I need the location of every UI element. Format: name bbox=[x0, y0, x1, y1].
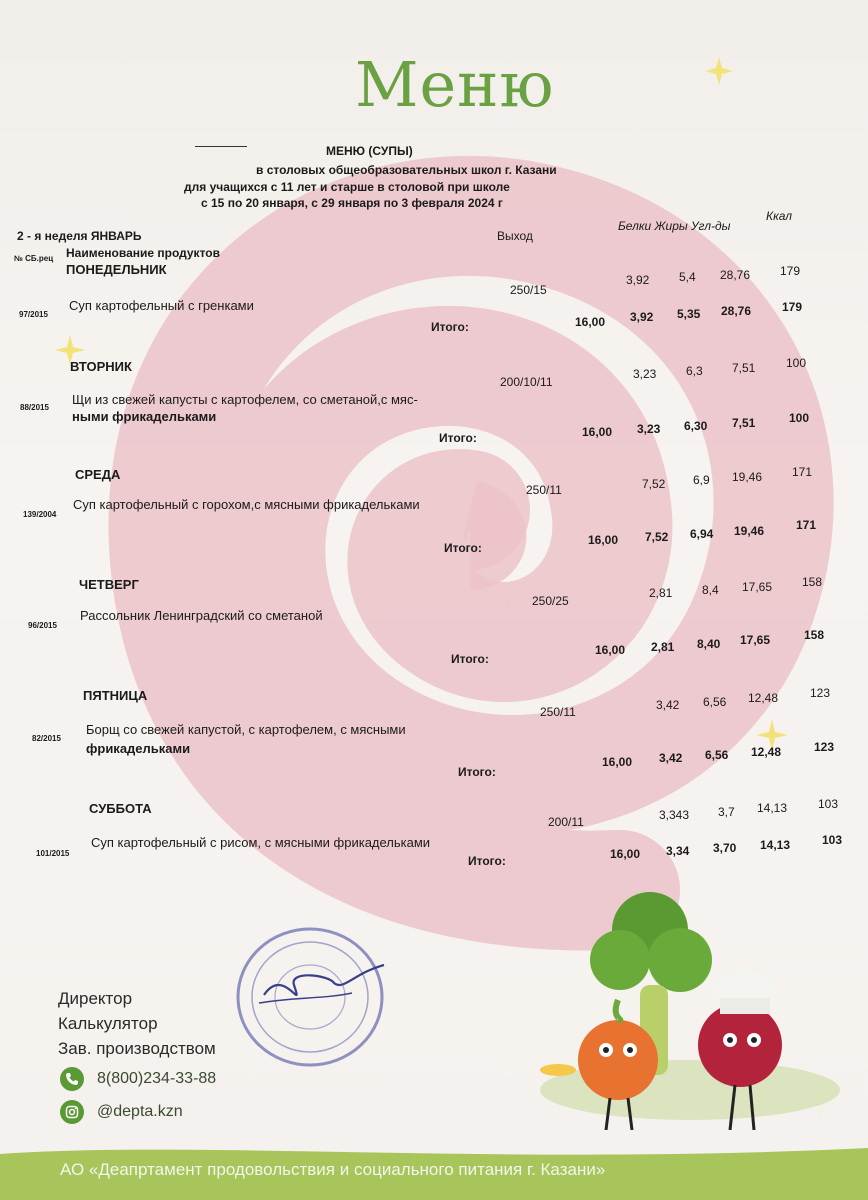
total-price: 16,00 bbox=[610, 847, 641, 861]
recipe-code: 139/2004 bbox=[23, 510, 57, 519]
output-value: 250/11 bbox=[540, 705, 576, 719]
total-protein: 3,34 bbox=[666, 844, 690, 858]
total-label: Итого: bbox=[444, 541, 482, 555]
production-head-label: Зав. производством bbox=[58, 1039, 216, 1058]
total-kcal: 158 bbox=[804, 628, 825, 642]
protein-value: 3,23 bbox=[633, 367, 657, 381]
fat-value: 5,4 bbox=[679, 270, 696, 284]
total-carb: 12,48 bbox=[751, 745, 782, 759]
total-label: Итого: bbox=[468, 854, 506, 868]
total-label: Итого: bbox=[439, 431, 477, 445]
total-label: Итого: bbox=[431, 320, 469, 334]
total-price: 16,00 bbox=[595, 643, 626, 657]
dish-name-continued: фрикадельками bbox=[86, 741, 191, 756]
carb-value: 12,48 bbox=[748, 691, 779, 705]
kcal-value: 158 bbox=[802, 575, 823, 589]
kcal-value: 103 bbox=[818, 797, 839, 811]
total-label: Итого: bbox=[458, 765, 496, 779]
company-name: АО «Деапртамент продовольствия и социального питания г. Казани» bbox=[60, 1160, 606, 1179]
dish-name: Суп картофельный с рисом, с мясными фрикадельками bbox=[91, 835, 431, 850]
day-heading: ПОНЕДЕЛЬНИК bbox=[66, 262, 167, 277]
total-fat: 8,40 bbox=[697, 637, 721, 651]
total-kcal: 103 bbox=[822, 833, 843, 847]
product-name-header: Наименование продуктов bbox=[66, 246, 220, 260]
divider bbox=[195, 146, 247, 147]
carb-value: 17,65 bbox=[742, 580, 773, 594]
star-icon bbox=[704, 56, 734, 86]
total-protein: 7,52 bbox=[645, 530, 669, 544]
menu-subheading-dates: с 15 по 20 января, с 29 января по 3 февраля 2024 г bbox=[201, 196, 503, 210]
total-fat: 5,35 bbox=[677, 307, 701, 321]
dish-name: Щи из свежей капусты с картофелем, со сметаной,с мяс- bbox=[72, 392, 418, 407]
dish-name-continued: ными фрикадельками bbox=[72, 409, 217, 424]
total-price: 16,00 bbox=[588, 533, 619, 547]
total-kcal: 171 bbox=[796, 518, 817, 532]
dish-name: Рассольник Ленинградский со сметаной bbox=[80, 608, 323, 623]
fat-value: 8,4 bbox=[702, 583, 719, 597]
director-label: Директор bbox=[58, 989, 133, 1008]
total-price: 16,00 bbox=[602, 755, 633, 769]
day-heading: ВТОРНИК bbox=[70, 359, 132, 374]
recipe-code: 82/2015 bbox=[32, 734, 61, 743]
total-fat: 6,94 bbox=[690, 527, 714, 541]
instagram-contact bbox=[60, 1100, 183, 1124]
output-value: 250/11 bbox=[526, 483, 562, 497]
protein-value: 7,52 bbox=[642, 477, 666, 491]
kcal-value: 179 bbox=[780, 264, 801, 278]
recipe-code: 97/2015 bbox=[19, 310, 48, 319]
dish-name: Суп картофельный с гренками bbox=[69, 298, 254, 313]
protein-value: 3,92 bbox=[626, 273, 650, 287]
carb-value: 7,51 bbox=[732, 361, 756, 375]
total-protein: 2,81 bbox=[651, 640, 675, 654]
phone-contact bbox=[60, 1067, 216, 1091]
official-stamp bbox=[234, 925, 394, 1075]
total-price: 16,00 bbox=[582, 425, 613, 439]
carb-value: 14,13 bbox=[757, 801, 788, 815]
protein-value: 2,81 bbox=[649, 586, 673, 600]
total-carb: 7,51 bbox=[732, 416, 756, 430]
recipe-code-header: № СБ.рец bbox=[14, 254, 54, 263]
protein-value: 3,42 bbox=[656, 698, 680, 712]
calculator-label: Калькулятор bbox=[58, 1014, 158, 1033]
total-kcal: 179 bbox=[782, 300, 803, 314]
recipe-code: 88/2015 bbox=[20, 403, 49, 412]
total-protein: 3,42 bbox=[659, 751, 683, 765]
output-value: 200/10/11 bbox=[500, 375, 553, 389]
menu-heading: МЕНЮ (СУПЫ) bbox=[326, 144, 413, 158]
dish-name: Борщ со свежей капустой, с картофелем, с мясными bbox=[86, 722, 406, 737]
nutrients-header: Белки Жиры Угл-ды bbox=[618, 219, 731, 233]
kcal-value: 123 bbox=[810, 686, 831, 700]
kcal-value: 171 bbox=[792, 465, 813, 479]
menu-subheading-schools: в столовых общеобразовательных школ г. Казани bbox=[256, 163, 557, 177]
output-value: 250/15 bbox=[510, 283, 547, 297]
output-header: Выход bbox=[497, 229, 533, 243]
total-fat: 3,70 bbox=[713, 841, 737, 855]
fat-value: 6,3 bbox=[686, 364, 703, 378]
vegetable-characters-illustration bbox=[540, 890, 840, 1130]
phone-number: 8(800)234-33-88 bbox=[97, 1070, 217, 1087]
total-price: 16,00 bbox=[575, 315, 606, 329]
day-heading: ПЯТНИЦА bbox=[83, 688, 148, 703]
total-carb: 28,76 bbox=[721, 304, 752, 318]
protein-value: 3,343 bbox=[659, 808, 690, 822]
total-fat: 6,56 bbox=[705, 748, 729, 762]
output-value: 250/25 bbox=[532, 594, 569, 608]
total-protein: 3,92 bbox=[630, 310, 654, 324]
fat-value: 6,56 bbox=[703, 695, 727, 709]
instagram-handle: @depta.kzn bbox=[97, 1103, 183, 1120]
total-kcal: 123 bbox=[814, 740, 835, 754]
phone-icon bbox=[60, 1067, 84, 1091]
week-label: 2 - я неделя ЯНВАРЬ bbox=[17, 229, 142, 243]
total-fat: 6,30 bbox=[684, 419, 708, 433]
instagram-icon bbox=[60, 1100, 84, 1124]
kcal-value: 100 bbox=[786, 356, 807, 370]
menu-logo-title: Меню bbox=[355, 48, 555, 121]
day-heading: СУББОТА bbox=[89, 801, 152, 816]
total-label: Итого: bbox=[451, 652, 489, 666]
carb-value: 19,46 bbox=[732, 470, 763, 484]
day-heading: ЧЕТВЕРГ bbox=[79, 577, 139, 592]
output-value: 200/11 bbox=[548, 815, 584, 829]
menu-subheading-age: для учащихся с 11 лет и старше в столовой при школе bbox=[184, 180, 510, 194]
dish-name: Суп картофельный с горохом,с мясными фрикадельками bbox=[73, 497, 420, 512]
kcal-header: Ккал bbox=[766, 209, 793, 223]
day-heading: СРЕДА bbox=[75, 467, 121, 482]
total-carb: 19,46 bbox=[734, 524, 765, 538]
total-carb: 17,65 bbox=[740, 633, 771, 647]
total-kcal: 100 bbox=[789, 411, 810, 425]
recipe-code: 96/2015 bbox=[28, 621, 57, 630]
total-carb: 14,13 bbox=[760, 838, 791, 852]
fat-value: 3,7 bbox=[718, 805, 735, 819]
fat-value: 6,9 bbox=[693, 473, 710, 487]
recipe-code: 101/2015 bbox=[36, 849, 70, 858]
carb-value: 28,76 bbox=[720, 268, 751, 282]
total-protein: 3,23 bbox=[637, 422, 661, 436]
